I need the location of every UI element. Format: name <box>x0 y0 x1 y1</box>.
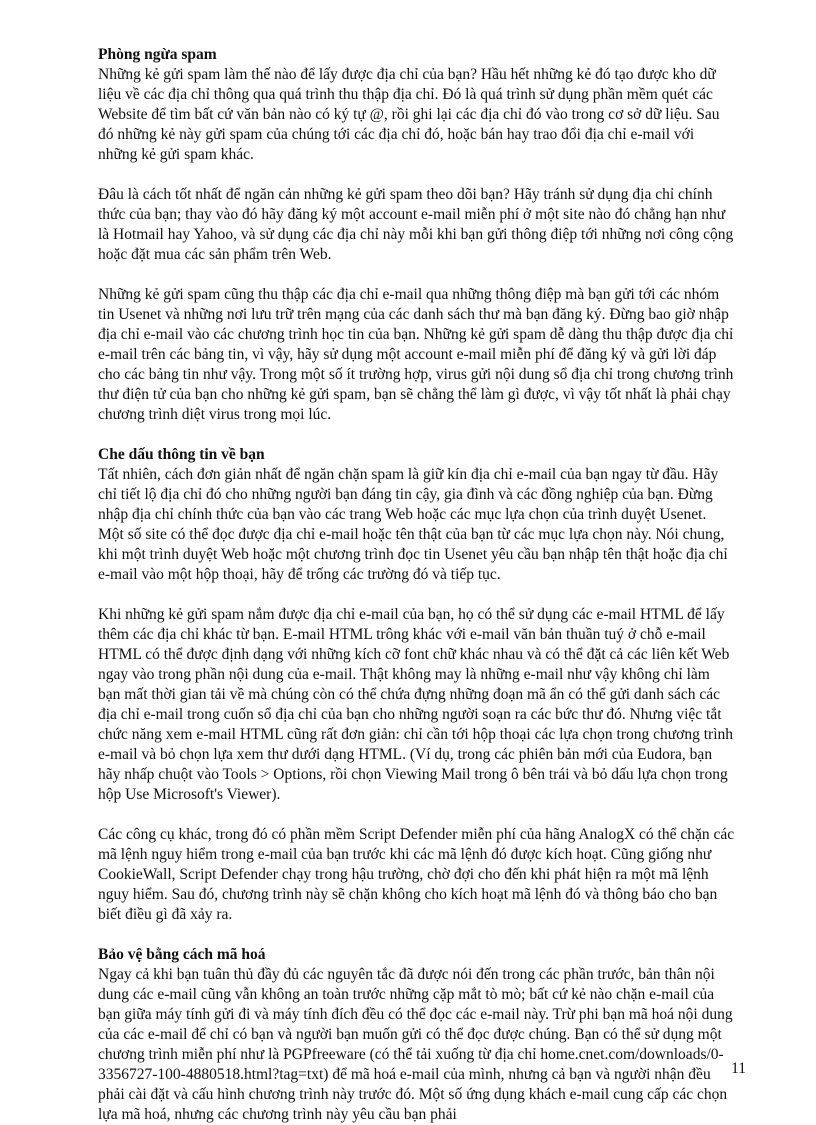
paragraph: Những kẻ gửi spam làm thế nào để lấy được địa chỉ của bạn? Hầu hết những kẻ đó tạo được kho dữ liệu về các địa chỉ thông qua quá trình thu thập địa chỉ. Đó là quá trình sử dụng phần mềm quét các Website để tìm bất cứ văn bản nào có ký tự @, rồi ghi lại các địa chỉ đó vào trong cơ sở dữ liệu. Sau đó những kẻ này gửi spam của chúng tới các địa chỉ đó, hoặc bán hay trao đổi địa chỉ e-mail với những kẻ gửi spam khác. <box>98 66 720 163</box>
paragraph: Khi những kẻ gửi spam nắm được địa chỉ e-mail của bạn, họ có thể sử dụng các e-mail HTML để lấy thêm các địa chỉ khác từ bạn. E-mail HTML trông khác với e-mail văn bản thuần tuý ở chỗ e-mail HTML có thể được định dạng với những kích cỡ font chữ khác nhau và có thể đặt cả các liên kết Web ngay vào trong phần nội dung của e-mail. Thật không may là những e-mail như vậy không chỉ làm bạn mất thời gian tải về mà chúng còn có thể chứa đựng những đoạn mã ẩn có thể gửi danh sách các địa chỉ e-mail trong cuốn sổ địa chỉ của bạn cho những người soạn ra các bức thư đó. Nhưng việc tắt chức năng xem e-mail HTML cũng rất đơn giản: chỉ cần tới hộp thoại các lựa chọn trong chương trình e-mail và bỏ chọn lựa xem thư dưới dạng HTML. (Ví dụ, trong các phiên bản mới của Eudora, bạn hãy nhấp chuột vào Tools > Options, rồi chọn Viewing Mail trong ô bên trái và bỏ dấu lựa chọn trong hộp Use Microsoft's Viewer). <box>98 606 734 803</box>
paragraph: Những kẻ gửi spam cũng thu thập các địa chỉ e-mail qua những thông điệp mà bạn gửi tới các nhóm tin Usenet và những nơi lưu trữ trên mạng của các danh sách thư mà bạn đăng ký. Đừng bao giờ nhập địa chỉ e-mail vào các chương trình học tin của bạn. Những kẻ gửi spam dễ dàng thu thập được địa chỉ e-mail trên các bảng tin, vì vậy, hãy sử dụng một account e-mail miễn phí để đăng ký và gửi lời đáp cho các bảng tin như vậy. Trong một số ít trường hợp, virus gửi nội dung sổ địa chỉ trong chương trình thư điện tử của bạn cho những kẻ gửi spam, bạn sẽ chẳng thể làm gì được, vì vậy tốt nhất là phải chạy chương trình diệt virus trong mọi lúc. <box>98 286 734 423</box>
paragraph: Các công cụ khác, trong đó có phần mềm Script Defender miễn phí của hãng AnalogX có thể chặn các mã lệnh nguy hiểm trong e-mail của bạn trước khi các mã lệnh đó được kích hoạt. Cũng giống như CookieWall, Script Defender chạy trong hậu trường, chờ đợi cho đến khi phát hiện ra một mã lệnh nguy hiểm. Sau đó, chương trình này sẽ chặn không cho kích hoạt mã lệnh đó và thông báo cho bạn biết điều gì đã xảy ra. <box>98 826 735 923</box>
section-hide-info <box>98 445 736 925</box>
section-encryption <box>98 945 736 1125</box>
paragraph: Đâu là cách tốt nhất để ngăn cản những kẻ gửi spam theo dõi bạn? Hãy tránh sử dụng địa chỉ chính thức của bạn; thay vào đó hãy đăng ký một account e-mail miễn phí ở một site nào đó chẳng hạn như là Hotmail hay Yahoo, và sử dụng các địa chỉ này mỗi khi bạn gửi thông điệp tới những nơi công cộng hoặc đặt mua các sản phẩm trên Web. <box>98 186 734 263</box>
paragraph: Tất nhiên, cách đơn giản nhất để ngăn chặn spam là giữ kín địa chỉ e-mail của bạn ngay từ đầu. Hãy chỉ tiết lộ địa chỉ đó cho những người bạn đáng tin cậy, gia đình và các đồng nghiệp của bạn. Đừng nhập địa chỉ chính thức của bạn vào các trang Web hoặc các mục lựa chọn của trình duyệt Usenet. Một số site có thể đọc được địa chỉ e-mail hoặc tên thật của bạn từ các mục lựa chọn này. Nói chung, khi một trình duyệt Web hoặc một chương trình đọc tin Usenet yêu cầu bạn nhập tên thật hoặc địa chỉ e-mail vào một hộp thoại, hãy để trống các trường đó và tiếp tục. <box>98 466 728 583</box>
section-heading: Bảo vệ bằng cách mã hoá <box>98 946 266 963</box>
section-spam-prevention <box>98 45 736 425</box>
paragraph: Ngay cả khi bạn tuân thủ đầy đủ các nguyên tắc đã được nói đến trong các phần trước, bản thân nội dung các e-mail cũng vẫn không an toàn trước những cặp mắt tò mò; bất cứ kẻ nào chặn e-mail của bạn giữa máy tính gửi đi và máy tính đích đều có thể đọc các e-mail này. Trừ phi bạn mã hoá nội dung của các e-mail để chỉ có bạn và người bạn muốn gửi có thể đọc được chúng. Bạn có thể sử dụng một chương trình miễn phí như là PGPfreeware (có thể tải xuống từ địa chỉ home.cnet.com/downloads/0-3356727-100-4880518.html?tag=txt) để mã hoá e-mail của mình, nhưng cả bạn và người nhận đều phải cài đặt và cấu hình chương trình này trước đó. Một số ứng dụng khách e-mail cung cấp các chọn lựa mã hoá, nhưng các chương trình này yêu cầu bạn phải <box>98 966 733 1123</box>
section-heading: Che dấu thông tin về bạn <box>98 446 265 463</box>
section-heading: Phòng ngừa spam <box>98 46 217 63</box>
page-number: 11 <box>731 1060 746 1077</box>
